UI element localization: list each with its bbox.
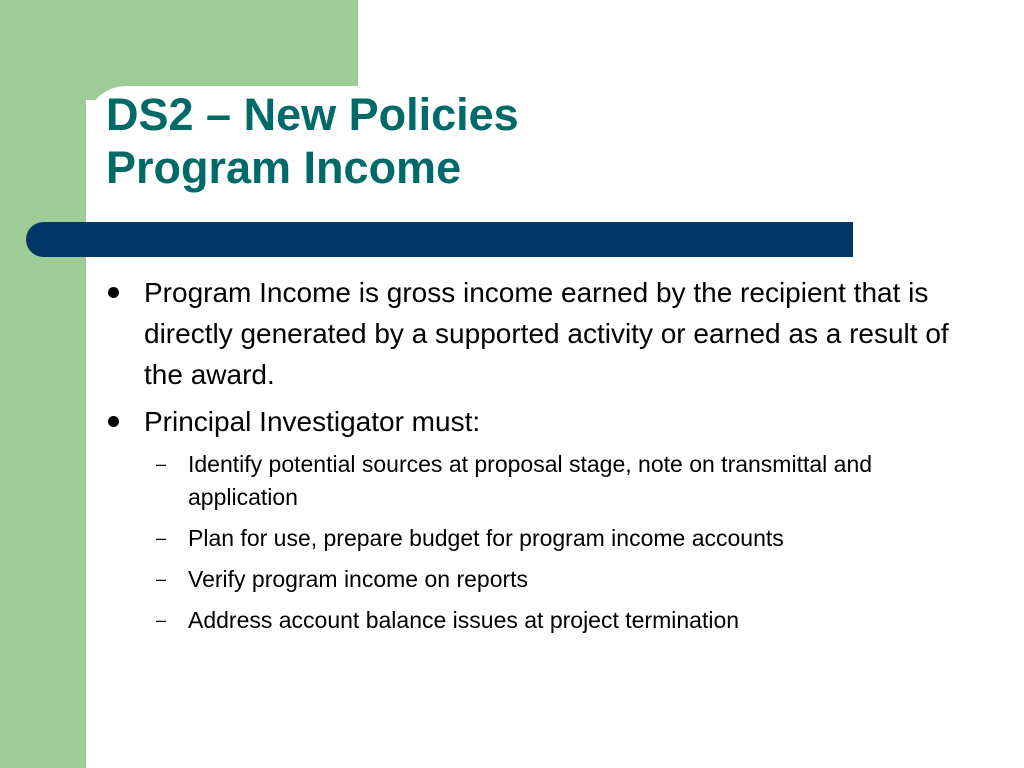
- sub-bullet-item: [100, 604, 980, 637]
- bullet-text: Program Income is gross income earned by the recipient that is directly generated by a supported activity or earned as a result of the award.: [144, 277, 949, 390]
- sub-bullet-text: Plan for use, prepare budget for program income accounts: [188, 525, 784, 551]
- sub-bullet-list: [100, 448, 980, 637]
- sub-bullet-item: [100, 448, 980, 514]
- dash-icon: –: [156, 610, 167, 630]
- title-divider-bar: [26, 222, 853, 257]
- bullet-list: [100, 272, 980, 442]
- sub-bullet-text: Address account balance issues at project termination: [188, 607, 740, 633]
- sub-bullet-text: Verify program income on reports: [188, 566, 529, 592]
- dash-icon: –: [156, 528, 167, 548]
- dash-icon: –: [156, 569, 167, 589]
- bullet-text: Principal Investigator must:: [144, 406, 481, 437]
- top-green-band: [0, 0, 358, 100]
- sub-bullet-text: Identify potential sources at proposal stage, note on transmittal and application: [188, 451, 873, 510]
- title-line-2: Program Income: [106, 142, 462, 193]
- bullet-item: [100, 401, 980, 442]
- left-green-band: [0, 0, 86, 768]
- sub-bullet-item: [100, 522, 980, 555]
- bullet-item: [100, 272, 980, 395]
- slide-body: [100, 272, 980, 645]
- dash-icon: –: [156, 454, 167, 474]
- bullet-dot-icon: [108, 287, 119, 298]
- sub-bullet-item: [100, 563, 980, 596]
- slide-title: [106, 88, 986, 194]
- title-line-1: DS2 – New Policies: [106, 89, 519, 140]
- bullet-dot-icon: [108, 416, 119, 427]
